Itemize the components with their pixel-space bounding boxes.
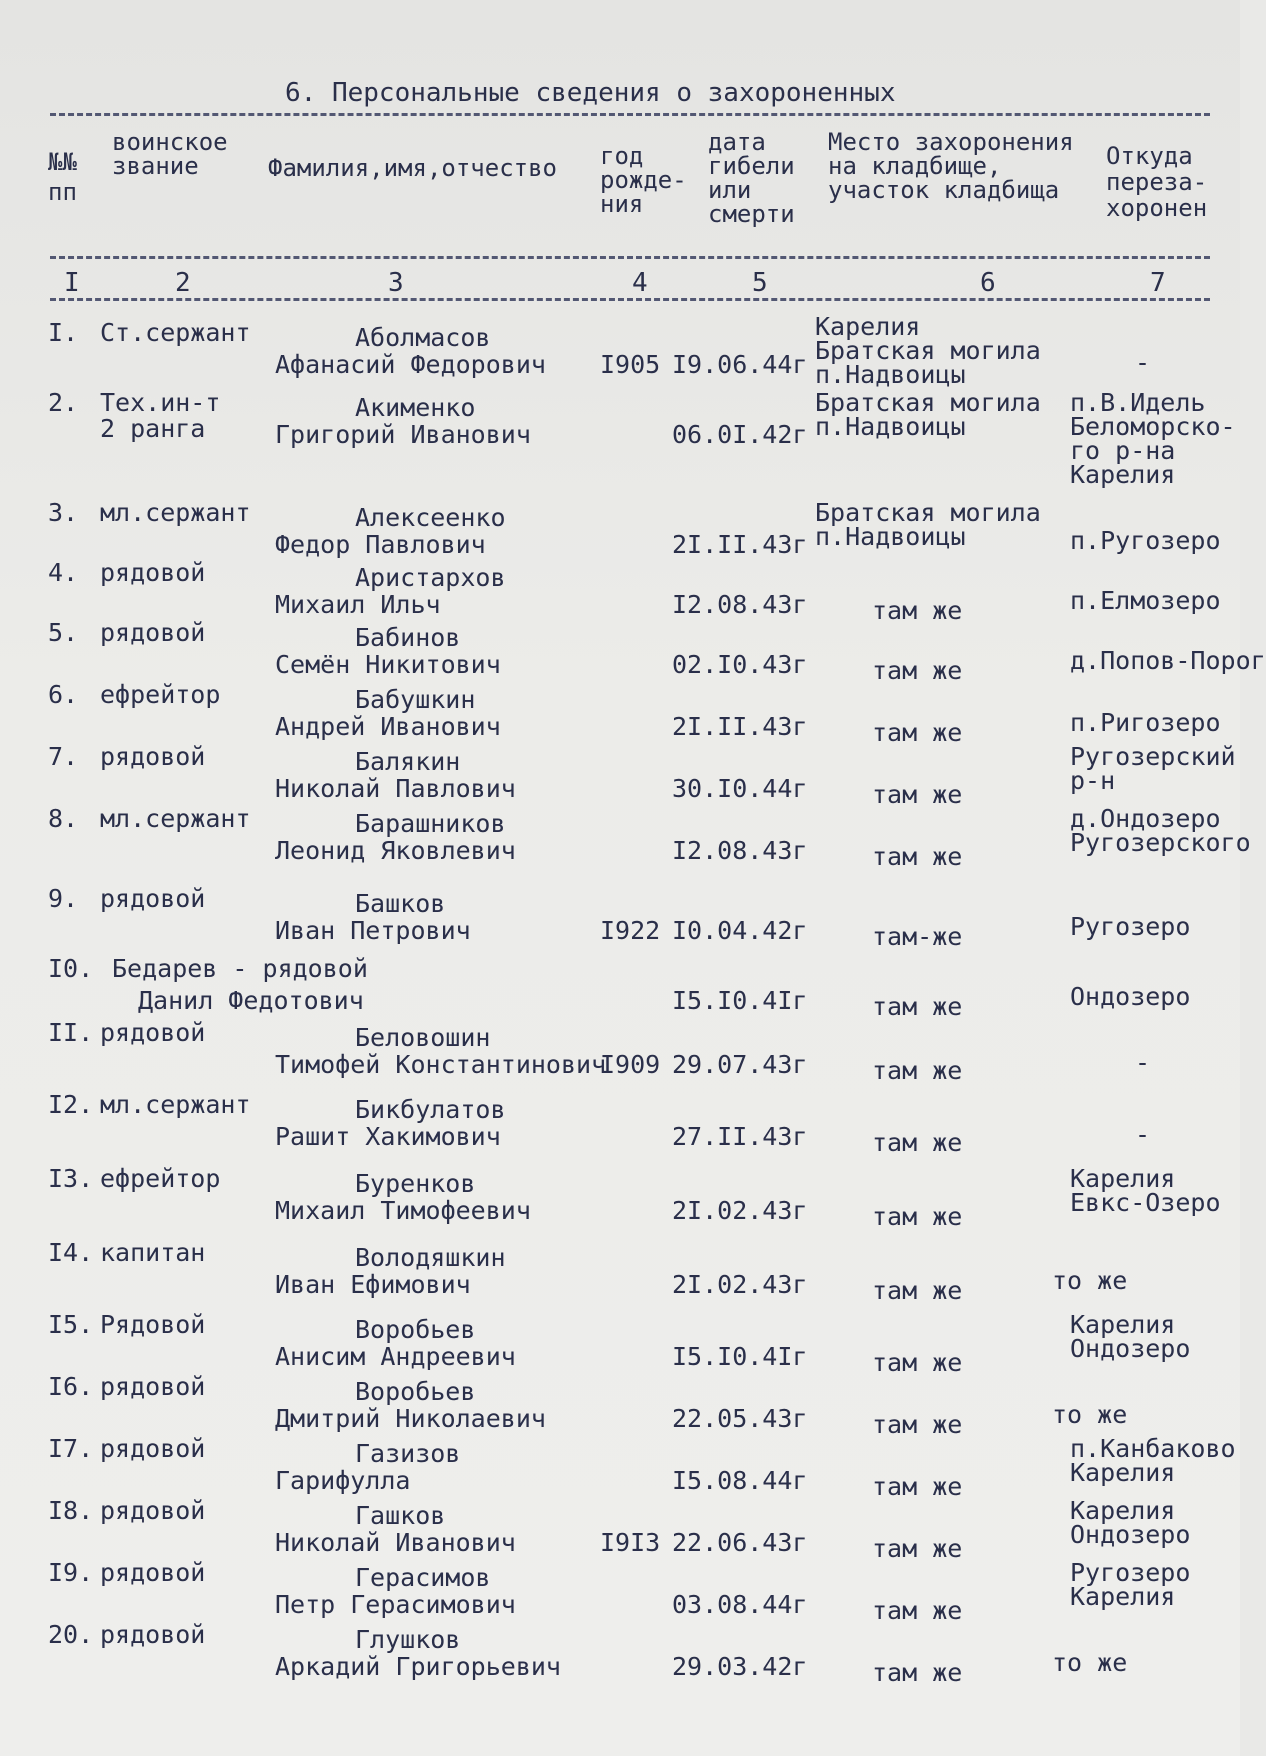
row-rank: рядовой xyxy=(100,1434,206,1463)
column-number: 2 xyxy=(175,268,191,298)
header-birth-3: ния xyxy=(600,190,644,218)
header-rank-2: звание xyxy=(112,152,199,180)
row-burial-place: Карелия xyxy=(815,312,921,341)
row-origin: п.Ругозеро xyxy=(1070,526,1221,555)
row-origin: то же xyxy=(1052,1266,1128,1295)
row-origin: Карелия xyxy=(1070,460,1176,489)
row-rank: рядовой xyxy=(100,742,206,771)
row-origin: - xyxy=(1135,348,1151,377)
row-burial-place: там же xyxy=(872,1056,963,1085)
row-rank: Ст.сержант xyxy=(100,318,251,347)
row-death-date: 2I.II.43г xyxy=(672,712,808,741)
row-given-names: Дмитрий Николаевич xyxy=(275,1404,546,1433)
row-origin: - xyxy=(1135,1120,1151,1149)
row-rank: Бедарев - рядовой xyxy=(112,954,368,983)
row-surname: Глушков xyxy=(355,1625,461,1654)
row-given-names: Андрей Иванович xyxy=(275,712,501,741)
header-place-2: на кладбище, xyxy=(828,152,1002,180)
row-given-names: Михаил Ильч xyxy=(275,590,441,619)
row-number: I2. xyxy=(48,1090,94,1119)
row-burial-place: там же xyxy=(872,1534,963,1563)
row-given-names: Тимофей Константинович xyxy=(275,1050,607,1079)
row-burial-place: Братская могила xyxy=(815,388,1041,417)
header-origin-3: хоронен xyxy=(1106,194,1208,222)
row-number: I. xyxy=(48,318,79,347)
row-origin: Ондозеро xyxy=(1070,1520,1191,1549)
row-surname: Балякин xyxy=(355,747,461,776)
row-surname: Беловошин xyxy=(355,1023,491,1052)
row-surname: Гашков xyxy=(355,1501,446,1530)
row-rank: рядовой xyxy=(100,1372,206,1401)
row-death-date: I5.I0.4Iг xyxy=(672,986,808,1015)
row-burial-place: там же xyxy=(872,1202,963,1231)
row-given-names: Федор Павлович xyxy=(275,530,486,559)
row-burial-place: п.Надвоицы xyxy=(815,412,966,441)
row-given-names: Григорий Иванович xyxy=(275,420,531,449)
row-number: 2. xyxy=(48,388,79,417)
row-number: 3. xyxy=(48,498,79,527)
row-surname: Володяшкин xyxy=(355,1243,506,1272)
row-surname: Бикбулатов xyxy=(355,1095,506,1124)
row-burial-place: Братская могила xyxy=(815,336,1041,365)
row-given-names: Анисим Андреевич xyxy=(275,1342,516,1371)
row-surname: Воробьев xyxy=(355,1377,476,1406)
row-burial-place: там же xyxy=(872,1658,963,1687)
row-rank: капитан xyxy=(100,1238,206,1267)
row-surname: Бабушкин xyxy=(355,685,476,714)
row-origin: Карелия xyxy=(1070,1164,1176,1193)
row-burial-place: там же xyxy=(872,992,963,1021)
row-number: I8. xyxy=(48,1496,94,1525)
row-origin: то же xyxy=(1052,1648,1128,1677)
divider xyxy=(50,113,1210,116)
row-given-names: Иван Ефимович xyxy=(275,1270,471,1299)
row-burial-place: там же xyxy=(872,1348,963,1377)
row-origin: Карелия xyxy=(1070,1496,1176,1525)
header-death-1: дата xyxy=(708,128,766,156)
row-given-names: Гарифулла xyxy=(275,1466,411,1495)
header-origin-1: Откуда xyxy=(1106,142,1193,170)
row-number: I6. xyxy=(48,1372,94,1401)
row-death-date: I9.06.44г xyxy=(672,350,808,379)
divider xyxy=(50,256,1210,259)
row-origin: д.Ондозеро xyxy=(1070,804,1221,833)
row-given-names: Семён Никитович xyxy=(275,650,501,679)
row-origin: Ругозерский xyxy=(1070,742,1236,771)
row-death-date: 06.0I.42г xyxy=(672,420,808,449)
row-burial-place: там же xyxy=(872,1128,963,1157)
row-surname: Башков xyxy=(355,889,446,918)
row-given-names: Афанасий Федорович xyxy=(275,350,546,379)
row-surname: Герасимов xyxy=(355,1563,491,1592)
row-birth-year: I922 xyxy=(600,916,661,945)
header-rank-1: воинское xyxy=(112,128,228,156)
row-rank: рядовой xyxy=(100,1018,206,1047)
header-origin-2: переза- xyxy=(1106,168,1208,196)
row-given-names: Михаил Тимофеевич xyxy=(275,1196,531,1225)
row-surname: Газизов xyxy=(355,1439,461,1468)
header-name: Фамилия,имя,отчество xyxy=(268,154,557,182)
divider xyxy=(50,298,1210,301)
row-surname: Воробьев xyxy=(355,1315,476,1344)
row-given-names: Данил Федотович xyxy=(138,986,364,1015)
row-rank-line2: 2 ранга xyxy=(100,414,206,443)
row-surname: Акименко xyxy=(355,393,476,422)
row-burial-place: Братская могила xyxy=(815,498,1041,527)
row-surname: Алексеенко xyxy=(355,503,506,532)
row-origin: Ондозеро xyxy=(1070,982,1191,1011)
row-origin: Ругозеро xyxy=(1070,912,1191,941)
row-given-names: Леонид Яковлевич xyxy=(275,836,516,865)
column-number: 4 xyxy=(632,268,648,298)
row-origin: Карелия xyxy=(1070,1582,1176,1611)
row-origin: Карелия xyxy=(1070,1310,1176,1339)
row-origin: п.В.Идель xyxy=(1070,388,1206,417)
row-rank: мл.сержант xyxy=(100,498,251,527)
column-number: 3 xyxy=(388,268,404,298)
row-origin: р-н xyxy=(1070,766,1116,795)
row-surname: Аристархов xyxy=(355,563,506,592)
row-given-names: Николай Иванович xyxy=(275,1528,516,1557)
row-burial-place: там же xyxy=(872,718,963,747)
row-rank: рядовой xyxy=(100,1558,206,1587)
row-birth-year: I9I3 xyxy=(600,1528,661,1557)
row-death-date: I2.08.43г xyxy=(672,836,808,865)
row-burial-place: там же xyxy=(872,1596,963,1625)
header-birth-1: год xyxy=(600,142,644,170)
row-rank: мл.сержант xyxy=(100,1090,251,1119)
row-rank: рядовой xyxy=(100,884,206,913)
row-origin: Ругозеро xyxy=(1070,1558,1191,1587)
column-number: 5 xyxy=(752,268,768,298)
header-birth-2: рожде- xyxy=(600,166,687,194)
row-death-date: I2.08.43г xyxy=(672,590,808,619)
row-rank: рядовой xyxy=(100,1620,206,1649)
row-origin: п.Елмозеро xyxy=(1070,586,1221,615)
row-number: 5. xyxy=(48,618,79,647)
row-origin: - xyxy=(1135,1048,1151,1077)
row-number: 6. xyxy=(48,680,79,709)
row-surname: Бабинов xyxy=(355,623,461,652)
row-origin: Карелия xyxy=(1070,1458,1176,1487)
row-death-date: 2I.02.43г xyxy=(672,1270,808,1299)
row-death-date: 02.I0.43г xyxy=(672,650,808,679)
row-rank: рядовой xyxy=(100,618,206,647)
row-origin: п.Ригозеро xyxy=(1070,708,1221,737)
row-origin: Ругозерского xyxy=(1070,828,1251,857)
header-place-1: Место захоронения xyxy=(828,128,1074,156)
row-death-date: 27.II.43г xyxy=(672,1122,808,1151)
row-origin: то же xyxy=(1052,1400,1128,1429)
row-death-date: 2I.02.43г xyxy=(672,1196,808,1225)
page-title: 6. Персональные сведения о захороненных xyxy=(285,78,896,108)
row-number: I5. xyxy=(48,1310,94,1339)
row-number: 4. xyxy=(48,558,79,587)
row-surname: Буренков xyxy=(355,1169,476,1198)
header-death-2: гибели xyxy=(708,152,795,180)
row-surname: Аболмасов xyxy=(355,323,491,352)
row-death-date: 22.05.43г xyxy=(672,1404,808,1433)
row-death-date: 2I.II.43г xyxy=(672,530,808,559)
row-rank: ефрейтор xyxy=(100,680,221,709)
row-rank: Рядовой xyxy=(100,1310,206,1339)
header-num-1: №№ xyxy=(48,148,77,176)
header-death-3: или xyxy=(708,176,752,204)
row-burial-place: там же xyxy=(872,656,963,685)
row-given-names: Аркадий Григорьевич xyxy=(275,1652,561,1681)
row-death-date: I5.I0.4Iг xyxy=(672,1342,808,1371)
row-number: I0. xyxy=(48,954,94,983)
row-death-date: 29.07.43г xyxy=(672,1050,808,1079)
row-burial-place: там же xyxy=(872,780,963,809)
row-number: 9. xyxy=(48,884,79,913)
row-rank: Тех.ин-т xyxy=(100,388,221,417)
row-burial-place: п.Надвоицы xyxy=(815,522,966,551)
row-death-date: 30.I0.44г xyxy=(672,774,808,803)
row-given-names: Иван Петрович xyxy=(275,916,471,945)
row-surname: Барашников xyxy=(355,809,506,838)
row-given-names: Рашит Хакимович xyxy=(275,1122,501,1151)
row-rank: ефрейтор xyxy=(100,1164,221,1193)
row-given-names: Петр Герасимович xyxy=(275,1590,516,1619)
row-burial-place: там же xyxy=(872,596,963,625)
row-rank: рядовой xyxy=(100,1496,206,1525)
column-number: I xyxy=(64,268,80,298)
row-burial-place: там же xyxy=(872,842,963,871)
row-burial-place: там-же xyxy=(872,922,963,951)
row-burial-place: п.Надвоицы xyxy=(815,360,966,389)
row-burial-place: там же xyxy=(872,1472,963,1501)
row-rank: рядовой xyxy=(100,558,206,587)
row-death-date: 22.06.43г xyxy=(672,1528,808,1557)
row-birth-year: I909 xyxy=(600,1050,661,1079)
row-given-names: Николай Павлович xyxy=(275,774,516,803)
row-number: I4. xyxy=(48,1238,94,1267)
row-number: 20. xyxy=(48,1620,94,1649)
row-origin: д.Попов-Порог xyxy=(1070,646,1266,675)
row-number: II. xyxy=(48,1018,94,1047)
row-origin: Ондозеро xyxy=(1070,1334,1191,1363)
row-birth-year: I905 xyxy=(600,350,661,379)
row-rank: мл.сержант xyxy=(100,804,251,833)
header-num-2: пп xyxy=(48,178,77,206)
column-number: 6 xyxy=(980,268,996,298)
row-death-date: 03.08.44г xyxy=(672,1590,808,1619)
row-death-date: I5.08.44г xyxy=(672,1466,808,1495)
row-burial-place: там же xyxy=(872,1276,963,1305)
row-origin: Беломорско- xyxy=(1070,412,1236,441)
row-death-date: 29.03.42г xyxy=(672,1652,808,1681)
header-death-4: смерти xyxy=(708,200,795,228)
column-number: 7 xyxy=(1150,268,1166,298)
row-number: 7. xyxy=(48,742,79,771)
row-number: I3. xyxy=(48,1164,94,1193)
row-number: 8. xyxy=(48,804,79,833)
row-origin: го р-на xyxy=(1070,436,1176,465)
row-death-date: I0.04.42г xyxy=(672,916,808,945)
row-origin: Евкс-Озеро xyxy=(1070,1188,1221,1217)
row-number: I9. xyxy=(48,1558,94,1587)
row-number: I7. xyxy=(48,1434,94,1463)
row-origin: п.Канбаково xyxy=(1070,1434,1236,1463)
header-place-3: участок кладбища xyxy=(828,176,1060,204)
row-burial-place: там же xyxy=(872,1410,963,1439)
